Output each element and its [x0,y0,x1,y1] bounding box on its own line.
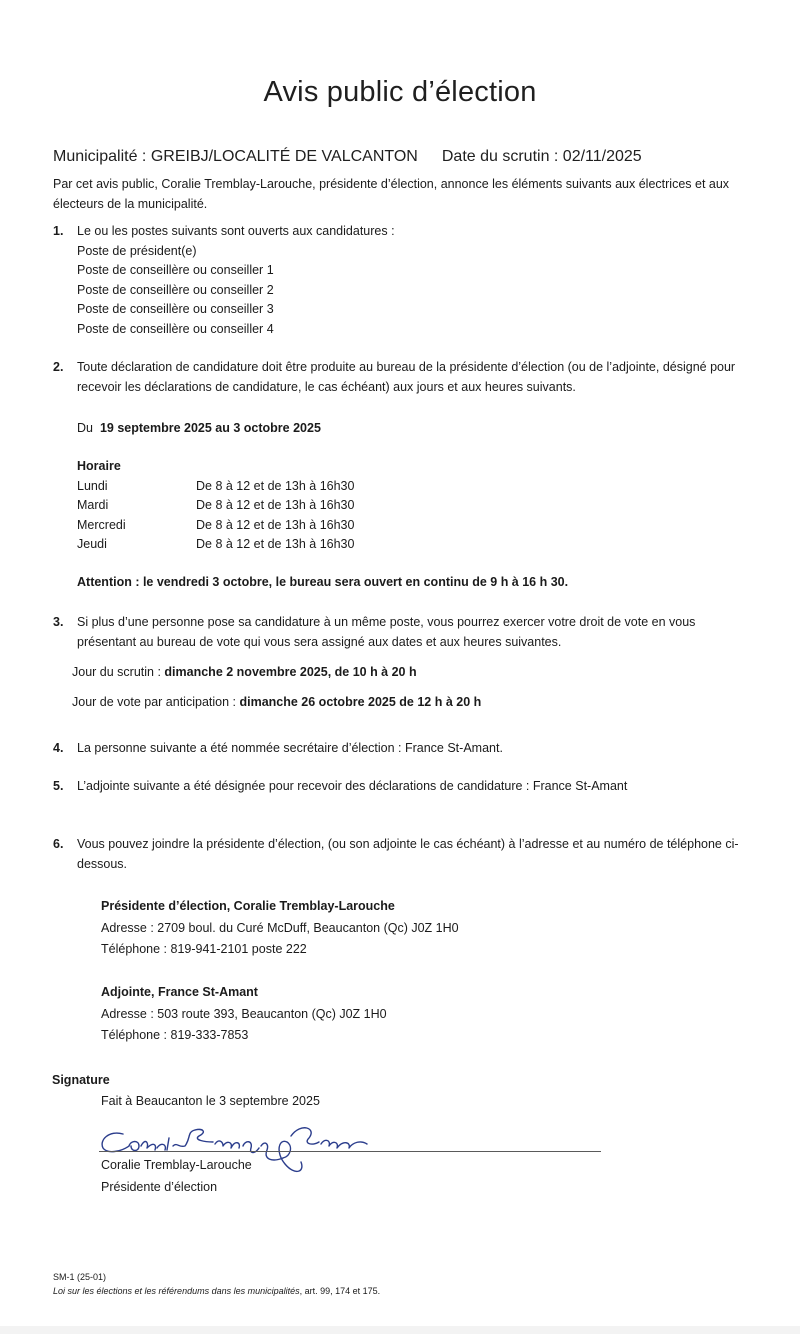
municipality-header [53,148,642,166]
signatory-role: Présidente d’élection [101,1180,218,1194]
law-reference: Loi sur les élections et les référendums dans les municipalités [53,1286,300,1296]
election-day-value: dimanche 2 novembre 2025, de 10 h à 20 h [164,665,417,679]
section-number: 6. [53,837,64,851]
schedule-hours: De 8 à 12 et de 13h à 16h30 [196,498,355,512]
signature-place-date: Fait à Beaucanton le 3 septembre 2025 [101,1094,320,1108]
period-dates: 19 septembre 2025 au 3 octobre 2025 [99,421,321,435]
section-6 [53,835,743,874]
president-name: Présidente d’élection, Coralie Tremblay-Larouche [101,899,395,913]
adjointe-contact [101,982,387,1047]
attention-note: Attention : le vendredi 3 octobre, le bureau sera ouvert en continu de 9 h à 16 h 30. [77,575,569,589]
election-day [72,663,417,683]
advance-vote-value: dimanche 26 octobre 2025 de 12 h à 20 h [239,695,482,709]
schedule-day: Mardi [77,498,109,512]
section-number: 1. [53,224,64,238]
election-day-label: Jour du scrutin : [72,665,161,679]
section-4 [53,739,743,759]
schedule-day: Mercredi [77,517,126,532]
section-2-text: Toute déclaration de candidature doit être produite au bureau de la présidente d’élection (ou de l’adjointe, désigné pour recevoir les déclarations de candidature, le cas échéant) aux jours et aux heures suivants. [77,360,736,394]
schedule-row [77,477,354,497]
section-number: 2. [53,360,64,374]
adjointe-phone: Téléphone : 819-333-7853 [101,1028,249,1042]
schedule-row [77,535,354,555]
section-number: 3. [53,615,64,629]
period-prefix: Du [77,421,93,435]
schedule-hours: De 8 à 12 et de 13h à 16h30 [196,517,355,532]
candidacy-period [77,419,321,439]
signature-heading: Signature [52,1073,110,1087]
president-phone: Téléphone : 819-941-2101 poste 222 [101,942,307,956]
post-item: Poste de conseillère ou conseiller 2 [77,282,274,297]
document-footer [53,1270,380,1298]
schedule-day: Jeudi [77,537,107,551]
adjointe-name: Adjointe, France St-Amant [101,985,258,999]
signature-line [99,1151,601,1152]
page-bottom-edge [0,1326,800,1334]
section-4-text: La personne suivante a été nommée secrétaire d’élection : France St-Amant. [77,741,503,755]
post-item: Poste de conseillère ou conseiller 3 [77,302,274,316]
section-1-lead: Le ou les postes suivants sont ouverts aux candidatures : [77,224,395,238]
section-number: 5. [53,779,64,793]
president-address: Adresse : 2709 boul. du Curé McDuff, Beaucanton (Qc) J0Z 1H0 [101,920,459,935]
post-item: Poste de conseillère ou conseiller 4 [77,321,274,336]
section-5 [53,777,743,797]
schedule-title: Horaire [77,459,121,473]
vote-date: Date du scrutin : 02/11/2025 [441,148,642,165]
section-3-text: Si plus d’une personne pose sa candidature à un même poste, vous pourrez exercer votre droit de vote en vous présentant au bureau de vote qui vous sera assigné aux dates et aux heures suivantes. [77,615,696,649]
intro-paragraph: Par cet avis public, Coralie Tremblay-Larouche, présidente d’élection, annonce les éléments suivants aux électrices et aux électeurs de la municipalité. [53,177,730,211]
post-item: Poste de conseillère ou conseiller 1 [77,263,274,277]
schedule-hours: De 8 à 12 et de 13h à 16h30 [196,478,355,493]
page-title: Avis public d’élection [263,76,537,108]
president-contact [101,896,459,961]
section-3 [53,613,743,652]
post-item: Poste de président(e) [77,243,197,258]
section-1 [53,222,743,339]
signatory-name: Coralie Tremblay-Larouche [101,1158,252,1172]
section-number: 4. [53,741,64,755]
section-6-text: Vous pouvez joindre la présidente d’élection, (ou son adjointe le cas échéant) à l’adresse et au numéro de téléphone ci-dessous. [77,837,739,871]
schedule-row [77,516,354,536]
section-2 [53,358,743,397]
schedule-table [77,457,354,555]
municipality-name: Municipalité : GREIBJ/LOCALITÉ DE VALCANTON [53,148,418,165]
section-5-text: L’adjointe suivante a été désignée pour recevoir des déclarations de candidature : France St-Amant [77,779,628,793]
schedule-hours: De 8 à 12 et de 13h à 16h30 [196,537,355,551]
schedule-day: Lundi [77,478,108,493]
law-articles: , art. 99, 174 et 175. [299,1286,381,1296]
adjointe-address: Adresse : 503 route 393, Beaucanton (Qc) J0Z 1H0 [101,1006,387,1021]
advance-vote-day [72,693,481,713]
schedule-row [77,496,354,516]
advance-vote-label: Jour de vote par anticipation : [72,695,236,709]
form-code: SM-1 (25-01) [53,1272,107,1282]
